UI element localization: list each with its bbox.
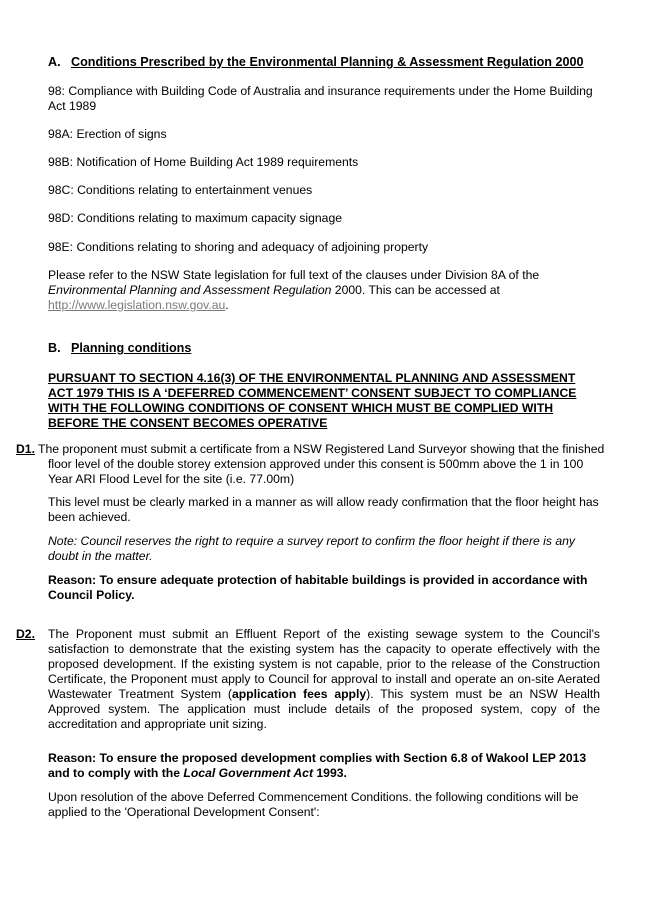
condition-d2-label: D2. (16, 627, 35, 641)
condition-d1-text: floor level of the double storey extension approved under this consent is 500mm above the 1 in 100 Year ARI Flood Level for the site (i.e. 77.00m) (48, 457, 584, 486)
section-a-title: Conditions Prescribed by the Environmental Planning & Assessment Regulation 2000 (71, 55, 584, 69)
condition-d2-text (48, 627, 600, 732)
closing-statement: Upon resolution of the above Deferred Commencement Conditions. the following conditions will be applied to the 'Operational Development Consent': (48, 790, 579, 819)
d2-reason-before: Reason: To ensure the proposed development complies with Section 6.8 of Wakool LEP 2013 and to comply with the (48, 751, 587, 780)
clause-98e: 98E: Conditions relating to shoring and adequacy of adjoining property (48, 240, 429, 254)
section-b-title: Planning conditions (71, 341, 192, 355)
deferred-commencement-statement: PURSUANT TO SECTION 4.16(3) OF THE ENVIRONMENTAL PLANNING AND ASSESSMENT ACT 1979 THIS IS A ‘DEFERRED COMMENCEMENT’ CONSENT SUBJECT TO COMPLIANCE WITH THE FOLLOWING CONDITIONS OF CONSENT WHICH MUST BE COMPLIED WITH BEFORE THE CONSENT BECOMES OPERATIVE (48, 371, 577, 430)
d2-reason-after: 1993. (313, 766, 347, 780)
regulation-name: Environmental Planning and Assessment Regulation (48, 283, 332, 297)
condition-d1-line1: The proponent must submit a certificate from a NSW Registered Land Surveyor showing that the finished (38, 442, 605, 456)
d2-reason-act: Local Government Act (183, 766, 313, 780)
clause-98d: 98D: Conditions relating to maximum capacity signage (48, 211, 342, 225)
legislation-link[interactable]: http://www.legislation.nsw.gov.au (48, 298, 226, 312)
legislation-reference (48, 268, 600, 313)
condition-d1-marking: This level must be clearly marked in a manner as will allow ready confirmation that the floor height has been achieved. (48, 495, 599, 524)
reference-period: . (225, 298, 229, 312)
section-a-letter: A. (48, 55, 61, 69)
condition-d2-reason (48, 751, 600, 781)
d2-fees-note: application fees apply (231, 687, 367, 701)
condition-d1-label: D1. (16, 442, 35, 456)
section-a-heading (48, 55, 600, 70)
section-b-letter: B. (48, 341, 61, 355)
condition-d1-reason: Reason: To ensure adequate protection of habitable buildings is provided in accordance with Council Policy. (48, 573, 588, 602)
reference-text-2: 2000. This can be accessed at (331, 283, 500, 297)
condition-d1-note: Note: Council reserves the right to require a survey report to confirm the floor height if there is any doubt in the matter. (48, 534, 576, 563)
d2-text-before: The Proponent must submit an Effluent Report of the existing sewage system to the Council’s satisfaction to demonstrate that the existing system has the capacity to operate effectively with the proposed development. If the existing system is not capable, prior to the release of the Construction Certificate, the Proponent must apply to Council for approval to install and operate an on-site Aerated Wastewater Treatment System ( (48, 627, 600, 701)
section-b-heading (48, 341, 600, 356)
clause-98: 98: Compliance with Building Code of Australia and insurance requirements under the Home Building Act 1989 (48, 84, 593, 113)
clause-98b: 98B: Notification of Home Building Act 1989 requirements (48, 155, 359, 169)
clause-98c: 98C: Conditions relating to entertainment venues (48, 183, 313, 197)
clause-98a: 98A: Erection of signs (48, 127, 167, 141)
d2-text-after: ). This system must be an NSW Health Approved system. The application must include details of the proposed system, copy of the accreditation and appropriate unit sizing. (48, 687, 600, 731)
reference-text-1: Please refer to the NSW State legislation for full text of the clauses under Division 8A of the (48, 268, 540, 282)
